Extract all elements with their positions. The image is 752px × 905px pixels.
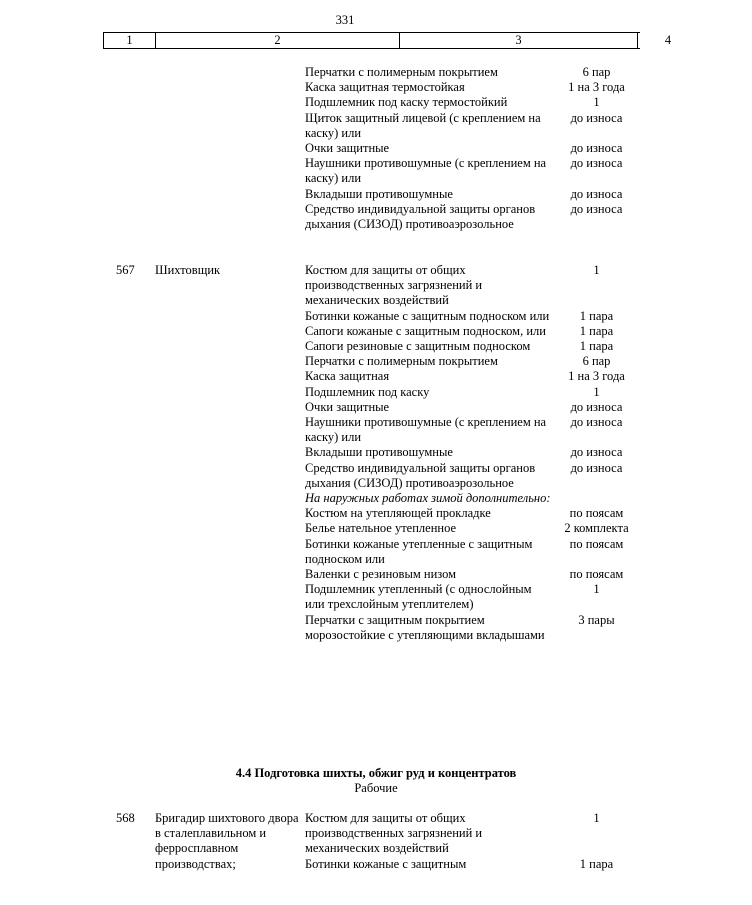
list-item: [0, 65, 640, 80]
issue-norm: 1: [593, 582, 600, 597]
issue-norm: 1 пара: [579, 323, 614, 338]
ppe-item: Валенки с резиновым низом: [305, 567, 457, 582]
list-item: [0, 339, 640, 354]
ppe-item: Каска защитная термостойкая: [305, 80, 465, 95]
list-item: [0, 141, 640, 156]
winter-note-row: [0, 491, 640, 506]
list-item: [0, 369, 640, 384]
list-item: [0, 857, 640, 872]
profession-name: Бригадир шихтового двора в сталеплавильном и ферросплавном производствах;: [155, 811, 299, 871]
winter-note: На наружных работах зимой дополнительно:: [305, 491, 551, 506]
ppe-item: Ботинки кожаные с защитным: [305, 856, 467, 871]
issue-norm: по поясам: [569, 506, 624, 521]
list-item: [0, 400, 640, 415]
issue-norm: до износа: [570, 141, 623, 156]
list-item: [0, 811, 640, 857]
ppe-item: Перчатки с защитным покрытием морозостойкие с утепляющими вкладышами: [305, 612, 545, 642]
issue-norm: 6 пар: [582, 65, 611, 79]
list-item: [0, 461, 640, 491]
issue-norm: до износа: [570, 460, 623, 475]
issue-norm: 3 пары: [578, 612, 615, 627]
list-item: [0, 95, 640, 110]
issue-norm: 1: [593, 263, 600, 277]
issue-norm: 1 на 3 года: [568, 369, 625, 384]
ppe-item: Очки защитные: [305, 141, 390, 156]
ppe-item: Наушники противошумные (с креплением на каску) или: [305, 415, 547, 445]
header-col-2: 2: [155, 33, 399, 48]
list-item: [0, 354, 640, 369]
ppe-item: Средство индивидуальной защиты органов дыхания (СИЗОД) противоаэрозольное: [305, 201, 536, 232]
list-item: [0, 567, 640, 582]
issue-norm: до износа: [570, 415, 623, 430]
list-item: [0, 445, 640, 460]
list-item: [0, 80, 640, 95]
issue-norm: до износа: [570, 445, 623, 460]
entry-number: 568: [116, 811, 135, 825]
ppe-item: Очки защитные: [305, 399, 390, 414]
issue-norm: до износа: [570, 186, 623, 201]
ppe-item: Костюм на утепляющей прокладке: [305, 506, 491, 521]
entry-number: 567: [116, 263, 135, 277]
issue-norm: по поясам: [569, 567, 624, 582]
ppe-item: Ботинки кожаные с защитным подноском или: [305, 308, 550, 323]
issue-norm: до износа: [570, 156, 623, 171]
issue-norm: 1 пара: [579, 308, 614, 323]
section-subtitle: Рабочие: [354, 781, 398, 795]
header-col-4: 4: [637, 33, 698, 48]
continued-items-list: [0, 65, 640, 232]
issue-norm: 1 на 3 года: [568, 80, 625, 95]
ppe-item: Подшлемник утепленный (с однослойным или трехслойным утеплителем): [305, 582, 532, 612]
ppe-item: Сапоги резиновые с защитным подноском: [305, 339, 531, 354]
issue-norm: 1: [593, 384, 600, 399]
page-number: 331: [335, 13, 355, 27]
ppe-item: Подшлемник под каску: [305, 384, 430, 399]
ppe-item: Белье нательное утепленное: [305, 521, 457, 536]
ppe-item: Костюм для защиты от общих производственных загрязнений и механических воздействий: [305, 811, 483, 856]
issue-norm: 2 комплекта: [564, 521, 629, 536]
ppe-item: Подшлемник под каску термостойкий: [305, 95, 508, 110]
profession-name: Шихтовщик: [155, 263, 221, 277]
list-item: [0, 582, 640, 612]
ppe-item: Перчатки с полимерным покрытием: [305, 65, 498, 79]
ppe-item: Средство индивидуальной защиты органов дыхания (СИЗОД) противоаэрозольное: [305, 460, 536, 490]
ppe-item: Наушники противошумные (с креплением на каску) или: [305, 156, 547, 186]
issue-norm: по поясам: [569, 536, 624, 551]
ppe-item: Вкладыши противошумные: [305, 445, 453, 460]
list-item: [0, 309, 640, 324]
ppe-item: Каска защитная: [305, 369, 390, 384]
issue-norm: 1 пара: [579, 856, 614, 871]
list-item: [0, 506, 640, 521]
ppe-item: Костюм для защиты от общих производственных загрязнений и механических воздействий: [305, 263, 483, 308]
entry-567-items: [0, 263, 640, 643]
entry-568-items: [0, 811, 640, 872]
list-item: [0, 263, 640, 309]
list-item: [0, 156, 640, 186]
ppe-item: Щиток защитный лицевой (с креплением на каску) или: [305, 110, 541, 140]
list-item: [0, 415, 640, 445]
ppe-item: Ботинки кожаные утепленные с защитным подноском или: [305, 536, 533, 566]
issue-norm: до износа: [570, 201, 623, 216]
issue-norm: 1: [593, 95, 600, 110]
table-header: [103, 32, 672, 49]
ppe-item: Перчатки с полимерным покрытием: [305, 354, 498, 369]
list-item: [0, 111, 640, 141]
issue-norm: 1 пара: [579, 339, 614, 354]
issue-norm: 1: [593, 811, 600, 825]
list-item: [0, 385, 640, 400]
list-item: [0, 537, 640, 567]
issue-norm: 6 пар: [582, 354, 611, 369]
list-item: [0, 613, 640, 643]
list-item: [0, 324, 640, 339]
list-item: [0, 521, 640, 536]
list-item: [0, 187, 640, 202]
header-col-1: 1: [103, 33, 155, 48]
issue-norm: до износа: [570, 399, 623, 414]
section-title: 4.4 Подготовка шихты, обжиг руд и концентратов: [235, 766, 517, 780]
list-item: [0, 202, 640, 232]
ppe-item: Сапоги кожаные с защитным подноском, или: [305, 323, 546, 338]
header-col-3: 3: [399, 33, 637, 48]
issue-norm: до износа: [570, 110, 623, 125]
ppe-item: Вкладыши противошумные: [305, 186, 453, 201]
